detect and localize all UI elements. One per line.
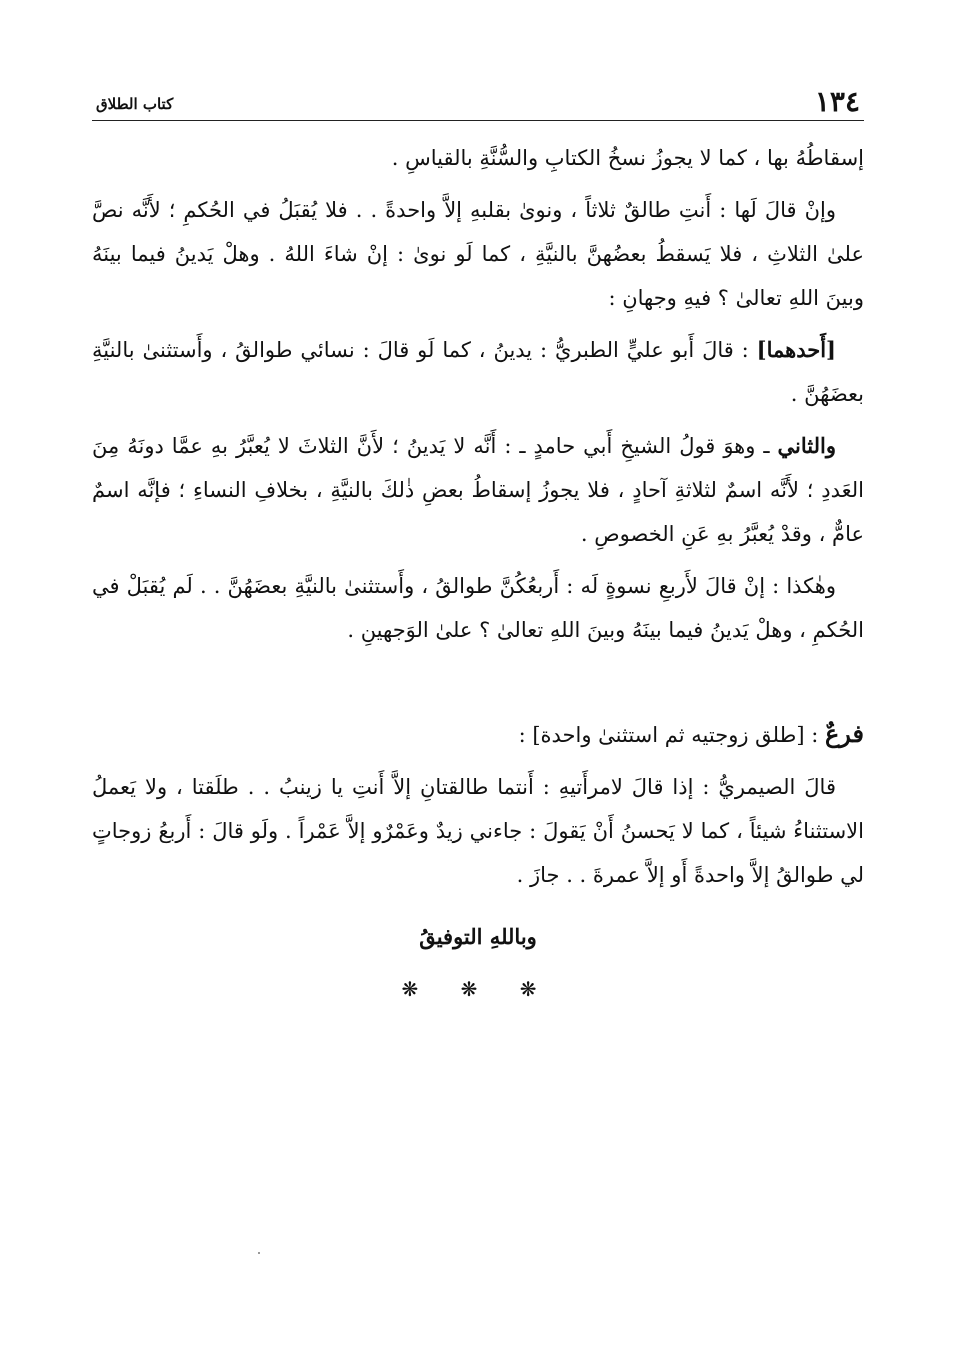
branch-text: قالَ الصيمريُّ : إذا قالَ لامرأَتيهِ : أَنتما طالقتانِ إلاَّ أَنتِ يا زينبُ . . طلَقتا ، ولا يَعملُ الاستثناءُ شيئاً ، كما لا يَحسنُ أَنْ يَقولَ : جاءني زيدٌ وعَمْرٌو إلاَّ عَمْراً . ولَو قالَ : أَربعُ زوجاتٍ لي طوالقُ إلاَّ واحدةً أَو إلاَّ عمرةَ . . جازَ . (92, 775, 864, 887)
second-view-text: ـ وهوَ قولُ الشيخِ أَبي حامدٍ ـ : أَنَّه لا يَدينُ ؛ لأَنَّ الثلاثَ لا يُعبَّرُ بهِ عمَّا دونَهُ مِنَ العَددِ ؛ لأَنَّه اسمٌ لثلاثةِ آحادٍ ، فلا يجوزُ إسقاطُ بعضِ ذٰلكَ بالنيَّةِ ، بخلافِ النساءِ ؛ فإنَّه اسمٌ عامٌّ ، وقدْ يُعبَّرُ بهِ عَنِ الخصوصِ . (92, 434, 864, 546)
paragraph-1: إسقاطُهُ بها ، كما لا يجوزُ نسخُ الكتابِ والسُّنَّةِ بالقياسِ . (391, 146, 864, 170)
second-view-label: والثاني (777, 433, 836, 458)
page-number: ١٣٤ (814, 85, 860, 118)
running-title: كتاب الطلاق (96, 95, 174, 113)
paragraph-2: وإنْ قالَ لَها : أَنتِ طالقٌ ثلاثاً ، ونوىٰ بقلبهِ إلاَّ واحدةً . . فلا يُقبَلُ في الحُكمِ ؛ لأَنَّه نصَّ علىٰ الثلاثِ ، فلا يَسقطُ بعضُهنَّ بالنيَّةِ ، كما لَو نوىٰ : إنْ شاءَ اللهُ . وهلْ يَدينُ فيما بينَهُ وبينَ اللهِ تعالىٰ ؟ فيهِ وجهانِ : (92, 198, 864, 310)
page-header (92, 86, 864, 121)
branch-title: : [طلق زوجتيه ثم استثنىٰ واحدة] : (518, 723, 825, 747)
ornament-stars: ❋ ❋ ❋ (401, 977, 555, 1001)
section-gap (92, 660, 864, 712)
first-view-text: : قالَ أَبو عليٍّ الطبريُّ : يدينُ ، كما لَو قالَ : نسائي طوالقُ ، وأَستثنىٰ بالنيَّةِ بعضَهُنَّ . (92, 338, 864, 406)
branch-label: فرعٌ (824, 719, 864, 748)
branch-heading (92, 712, 864, 757)
paragraph-5: وهٰكذا : إنْ قالَ لأَربعِ نسوةٍ لَه : أَربعُكُنَّ طوالقُ ، وأَستثنىٰ بالنيَّةِ بعضَهُنَّ . . لَم يُقبَلْ في الحُكمِ ، وهلْ يَدينُ فيما بينَهُ وبينَ اللهِ تعالىٰ ؟ علىٰ الوَجهينِ . (92, 574, 864, 642)
paragraph-second-view (92, 424, 864, 556)
body-text (92, 136, 864, 1011)
paragraph-first-view (92, 328, 864, 416)
first-view-label: [أَحدهما] (756, 337, 836, 362)
scan-speck (258, 1252, 260, 1254)
closing-line: وباللهِ التوفيقُ (419, 924, 537, 949)
